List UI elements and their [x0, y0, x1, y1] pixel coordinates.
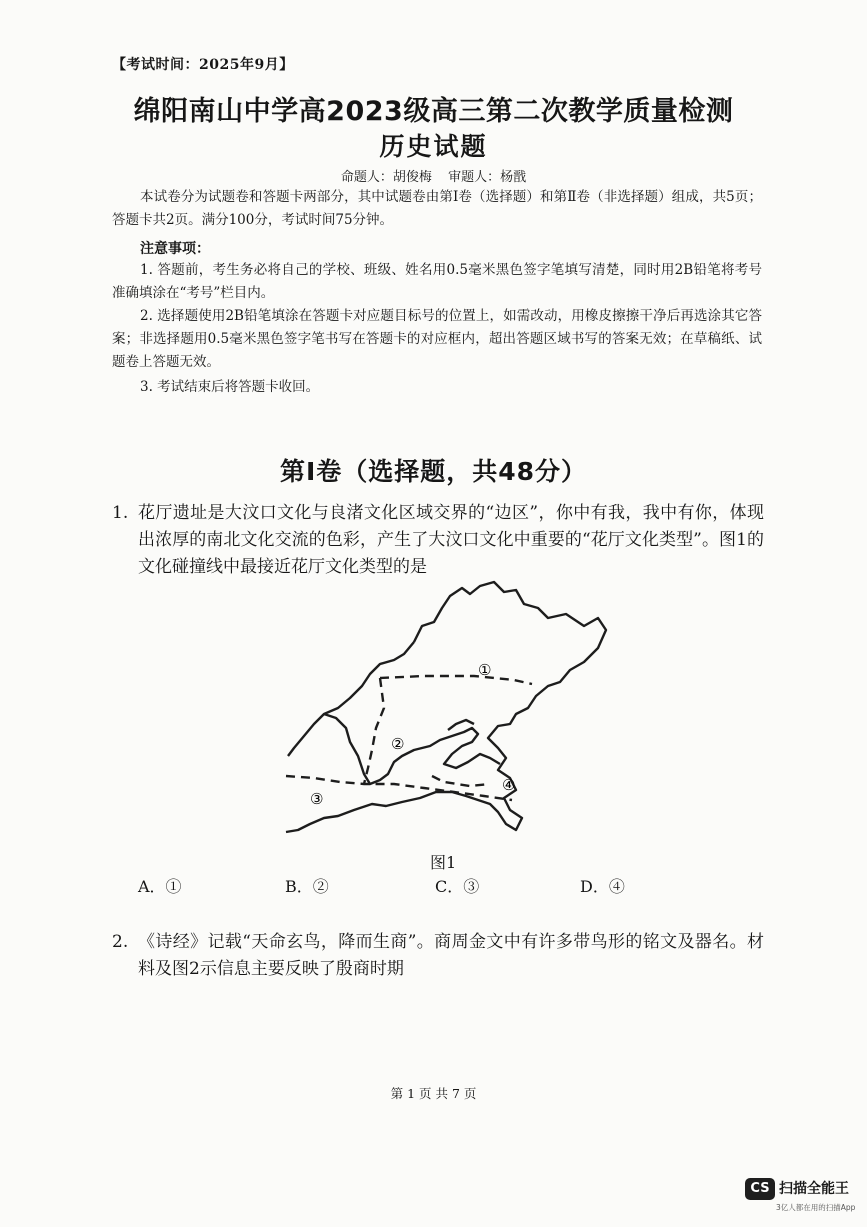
page-footer: 第 1 页 共 7 页: [390, 1086, 477, 1101]
figure-1-caption: 图1: [430, 853, 457, 872]
note-item: 1. 答题前，考生务必将自己的学校、班级、姓名用0.5毫米黑色签字笔填写清楚，同时用2B铅笔将考号准确填涂在“考号”栏目内。: [112, 262, 762, 301]
option-b[interactable]: B．②: [285, 877, 329, 896]
question-number: 1.: [112, 503, 129, 523]
question-reviewer: 审题人：杨戬: [448, 170, 527, 185]
camscanner-name: 扫描全能王: [779, 1181, 849, 1197]
collision-line-2: [364, 678, 384, 784]
map-outline: [286, 582, 606, 832]
section-title: 第Ⅰ卷（选择题，共48分）: [279, 457, 588, 486]
question-author: 命题人：胡俊梅: [340, 170, 432, 185]
note-item: 2. 选择题使用2B铅笔填涂在答题卡对应题目标号的位置上，如需改动，用橡皮擦擦干净后再选涂其它答案；非选择题用0.5毫米黑色签字笔书写在答题卡的对应框内，超出答题区域书写的答案无效；在草稿纸、试题卷上答题无效。: [112, 308, 762, 370]
camscanner-logo: CS: [745, 1178, 775, 1200]
notes-heading: 注意事项：: [140, 241, 210, 257]
map-mark: ④: [502, 776, 516, 794]
option-c[interactable]: C．③: [435, 877, 480, 896]
authors-line: [0, 166, 867, 185]
map-mark: ③: [310, 790, 324, 808]
map-mark: ①: [478, 661, 492, 679]
option-d[interactable]: D．④: [580, 877, 625, 896]
map-mark: ②: [391, 735, 405, 753]
subject-title: 历史试题: [379, 132, 488, 161]
collision-line-4: [432, 776, 490, 786]
question-number: 2.: [112, 932, 129, 952]
camscanner-tagline: 3亿人都在用的扫描App: [776, 1203, 856, 1212]
question-text: 花厅遗址是大汶口文化与良渚文化区域交界的“边区”，你中有我，我中有你，体现出浓厚的南北文化交流的色彩，产生了大汶口文化中重要的“花厅文化类型”。图1的文化碰撞线中最接近花厅文化类型的是: [138, 503, 764, 577]
intro-paragraph: 本试卷分为试题卷和答题卡两部分，其中试题卷由第Ⅰ卷（选择题）和第Ⅱ卷（非选择题）组成，共5页；答题卡共2页。满分100分，考试时间75分钟。: [112, 189, 762, 228]
exam-title: 绵阳南山中学高2023级高三第二次教学质量检测: [133, 96, 734, 127]
figure-1-map: [284, 578, 610, 840]
note-item: 3. 考试结束后将答题卡收回。: [140, 379, 320, 395]
collision-line-1: [380, 676, 532, 684]
question-text: 《诗经》记载“天命玄鸟，降而生商”。商周金文中有许多带鸟形的铭文及器名。材料及图2示信息主要反映了殷商时期: [138, 932, 764, 979]
option-a[interactable]: A．①: [138, 877, 182, 896]
exam-time: 【考试时间：2025年9月】: [112, 57, 294, 73]
